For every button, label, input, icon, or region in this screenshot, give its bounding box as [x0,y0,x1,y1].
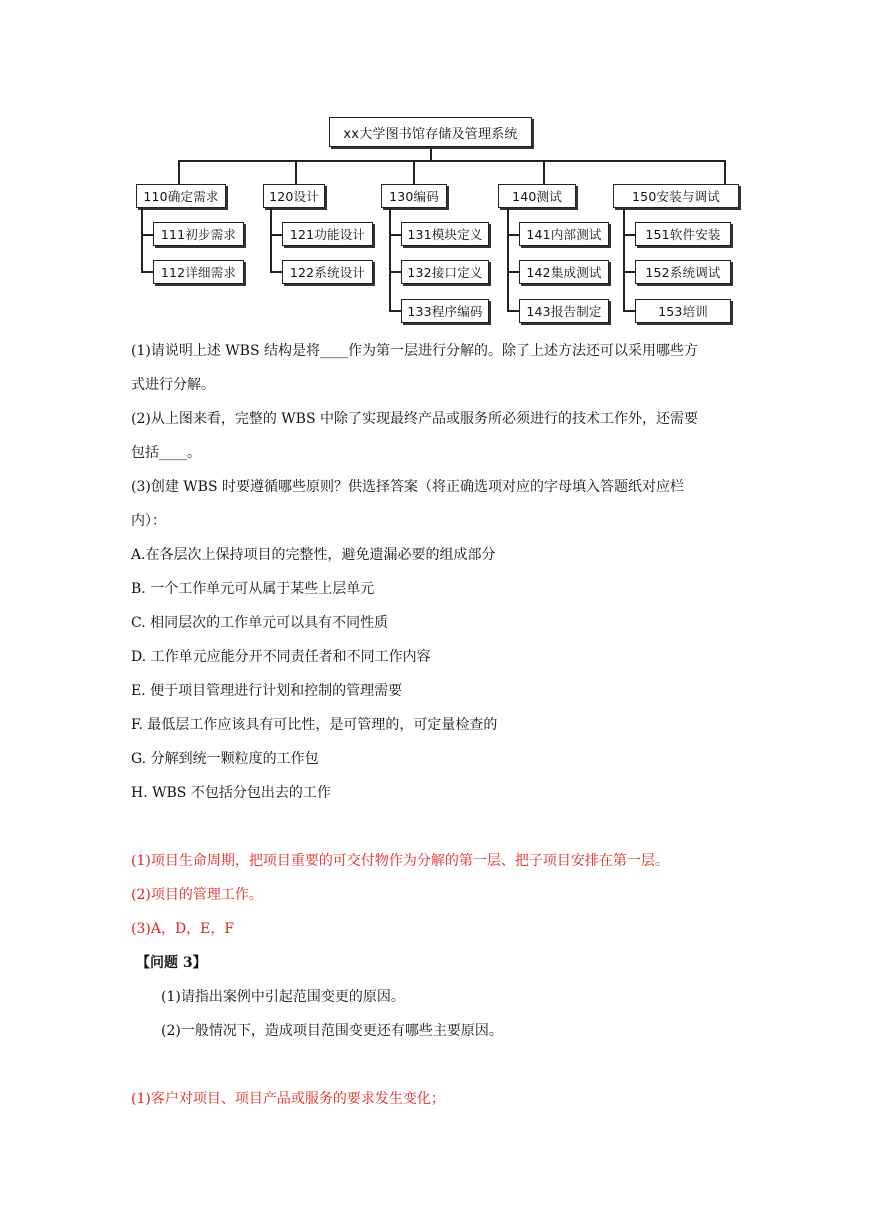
connector [507,271,519,273]
wbs-item-131: 131模块定义 [401,222,489,246]
option-d: D. 工作单元应能分开不同责任者和不同工作内容 [131,649,431,665]
question-line: 式进行分解。 [131,377,215,393]
wbs-phase-130: 130编码 [381,184,447,208]
connector [543,160,545,184]
connector [389,271,401,273]
wbs-phase-150: 150安装与调试 [613,184,739,208]
connector [178,160,724,162]
option-b: B. 一个工作单元可从属于某些上层单元 [131,581,375,597]
wbs-phase-110: 110确定需求 [136,184,226,208]
wbs-item-111: 111初步需求 [153,222,244,246]
connector [623,310,635,312]
question3-item: (2)一般情况下，造成项目范围变更还有哪些主要原因。 [161,1023,503,1039]
wbs-item-152: 152系统调试 [635,260,731,284]
option-g: G. 分解到统一颗粒度的工作包 [131,751,319,767]
connector [507,310,519,312]
wbs-item-151: 151软件安装 [635,222,731,246]
answer-line: (2)项目的管理工作。 [131,887,263,903]
wbs-item-121: 121功能设计 [282,222,373,246]
connector [623,271,635,273]
connector [623,234,635,236]
connector [270,271,282,273]
option-h: H. WBS 不包括分包出去的工作 [131,785,331,801]
connector [295,160,297,184]
option-e: E. 便于项目管理进行计划和控制的管理需要 [131,683,403,699]
wbs-diagram [0,0,869,330]
wbs-root: xx大学图书馆存储及管理系统 [329,117,532,147]
connector [270,234,282,236]
connector [141,208,143,272]
wbs-item-142: 142集成测试 [519,260,609,284]
option-c: C. 相同层次的工作单元可以具有不同性质 [131,615,389,631]
wbs-item-133: 133程序编码 [401,299,489,323]
question-line: (1)请说明上述 WBS 结构是将____作为第一层进行分解的。除了上述方法还可以采用哪些方 [131,343,698,359]
wbs-item-132: 132接口定义 [401,260,489,284]
question3-item: (1)请指出案例中引起范围变更的原因。 [161,989,405,1005]
wbs-item-143: 143报告制定 [519,299,609,323]
connector [507,234,519,236]
option-f: F. 最低层工作应该具有可比性，是可管理的，可定量检查的 [131,717,498,733]
wbs-item-141: 141内部测试 [519,222,609,246]
answer-line: (3)A，D，E，F [131,921,235,937]
wbs-phase-140: 140测试 [498,184,576,208]
connector [507,208,509,311]
question-line: 包括____。 [131,445,201,461]
question-line: (2)从上图来看，完整的 WBS 中除了实现最终产品或服务所必须进行的技术工作外，还需要 [131,411,698,427]
question-line: (3)创建 WBS 时要遵循哪些原则？供选择答案（将正确选项对应的字母填入答题纸对应栏 [131,479,684,495]
wbs-item-112: 112详细需求 [153,260,244,284]
connector [389,208,391,311]
question-line: 内）： [131,513,166,529]
answer-line: (1)项目生命周期，把项目重要的可交付物作为分解的第一层、把子项目安排在第一层。 [131,853,669,869]
answer3-line: (1)客户对项目、项目产品或服务的要求发生变化； [131,1091,445,1107]
connector [178,160,180,184]
connector [623,208,625,311]
option-a: A.在各层次上保持项目的完整性，避免遗漏必要的组成部分 [131,547,496,563]
connector [389,310,401,312]
connector [141,271,153,273]
question3-title: 【问题 3】 [136,955,207,971]
connector [389,234,401,236]
connector [430,147,432,161]
connector [724,160,726,184]
wbs-item-153: 153培训 [635,299,731,323]
wbs-item-122: 122系统设计 [282,260,373,284]
connector [141,234,153,236]
connector [413,160,415,184]
connector [270,208,272,272]
wbs-phase-120: 120设计 [263,184,325,208]
